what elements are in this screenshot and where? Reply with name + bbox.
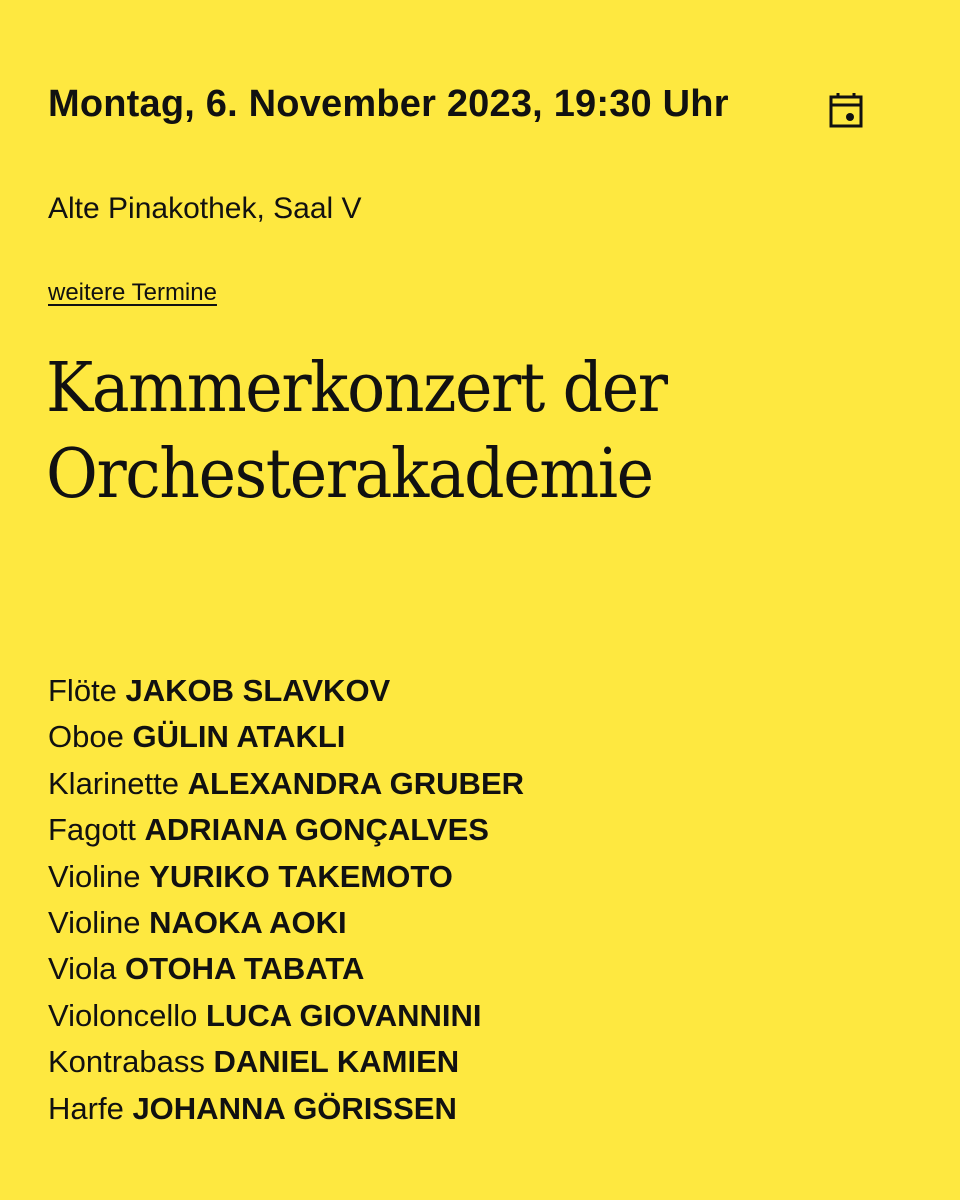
instrument: Viola bbox=[48, 951, 117, 987]
performer-name: JAKOB SLAVKOV bbox=[125, 673, 391, 708]
event-venue: Alte Pinakothek, Saal V bbox=[48, 192, 362, 225]
instrument: Flöte bbox=[48, 673, 117, 708]
cast-item bbox=[48, 854, 524, 900]
performer-name: OTOHA TABATA bbox=[125, 951, 365, 987]
event-date: Montag, 6. November 2023, 19:30 Uhr bbox=[48, 83, 729, 125]
cast-item bbox=[48, 714, 524, 760]
cast-item bbox=[48, 761, 524, 807]
cast-item bbox=[48, 993, 524, 1039]
performer-name: GÜLIN ATAKLI bbox=[132, 719, 346, 755]
cast-item bbox=[48, 946, 524, 992]
cast-item bbox=[48, 1039, 524, 1085]
performer-name: NAOKA AOKI bbox=[149, 905, 347, 941]
instrument: Violine bbox=[48, 858, 141, 894]
cast-item bbox=[48, 668, 524, 714]
cast-list bbox=[48, 668, 524, 1132]
calendar-icon[interactable] bbox=[829, 92, 863, 128]
instrument: Harfe bbox=[48, 1090, 124, 1126]
cast-item bbox=[48, 900, 524, 946]
performer-name: LUCA GIOVANNINI bbox=[206, 997, 482, 1033]
performer-name: ADRIANA GONÇALVES bbox=[144, 812, 489, 848]
instrument: Violine bbox=[48, 905, 141, 941]
instrument: Klarinette bbox=[48, 765, 179, 801]
instrument: Kontrabass bbox=[48, 1044, 205, 1080]
performer-name: ALEXANDRA GRUBER bbox=[187, 765, 525, 801]
event-title bbox=[46, 346, 667, 518]
instrument: Fagott bbox=[48, 812, 136, 848]
cast-item bbox=[48, 1086, 524, 1132]
instrument: Oboe bbox=[48, 719, 124, 755]
instrument: Violoncello bbox=[48, 997, 198, 1033]
title-line: Orchesterakademie bbox=[46, 435, 653, 514]
cast-item bbox=[48, 807, 524, 853]
title-line: Kammerkonzert der bbox=[46, 349, 667, 428]
performer-name: DANIEL KAMIEN bbox=[213, 1044, 460, 1080]
performer-name: JOHANNA GÖRISSEN bbox=[132, 1090, 457, 1126]
performer-name: YURIKO TAKEMOTO bbox=[149, 858, 453, 894]
more-dates-link[interactable]: weitere Termine bbox=[48, 279, 217, 306]
